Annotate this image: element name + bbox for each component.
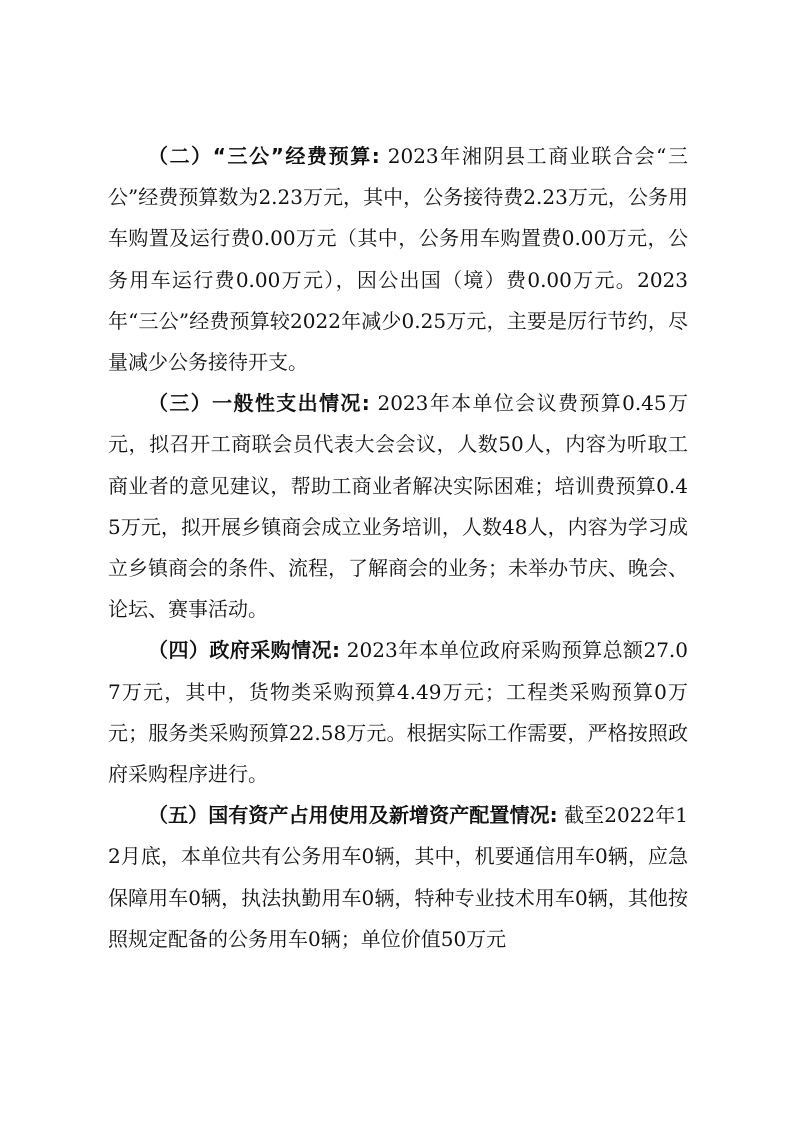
paragraph-body-general-expenditure: 2023年本单位会议费预算0.45万元，拟召开工商联会员代表大会会议，人数50人，内容为听取工商业者的意见建议，帮助工商业者解决实际困难；培训费预算0.45万元，拟开展乡镇商会成立业务培训，人数48人，内容为学习成立乡镇商会的条件、流程，了解商会的业务；未举办节庆、晚会、论坛、赛事活动。 (108, 391, 688, 622)
paragraph-body-government-procurement: 2023年本单位政府采购预算总额27.07万元，其中，货物类采购预算4.49万元；工程类采购预算0万元；服务类采购预算22.58万元。根据实际工作需要，严格按照政府采购程序进行。 (108, 638, 688, 787)
paragraph-body-three-public-budget: 2023年湘阴县工商业联合会“三公”经费预算数为2.23万元，其中，公务接待费2.23万元，公务用车购置及运行费0.00万元（其中，公务用车购置费0.00万元，公务用车运行费0.00万元），因公出国（境）费0.00万元。2023年“三公”经费预算较2022年减少0.25万元，主要是厉行节约，尽量减少公务接待开支。 (108, 144, 688, 375)
section-heading-general-expenditure: （三）一般性支出情况: (148, 391, 370, 416)
section-heading-three-public-budget: （二）“三公”经费预算: (148, 144, 380, 168)
section-heading-state-assets: （五）国有资产占用使用及新增资产配置情况: (148, 803, 558, 828)
paragraph-body-state-assets: 截至2022年12月底，本单位共有公务用车0辆，其中，机要通信用车0辆，应急保障用车0辆，执法执勤用车0辆，特种专业技术用车0辆，其他按照规定配备的公务用车0辆；单位价值50万元 (108, 803, 689, 951)
paragraph-general-expenditure (108, 383, 688, 630)
section-heading-government-procurement: （四）政府采购情况: (148, 638, 340, 663)
paragraph-three-public-budget (108, 136, 688, 383)
document-page (108, 136, 688, 960)
paragraph-government-procurement (108, 630, 688, 795)
paragraph-state-assets (108, 795, 688, 960)
